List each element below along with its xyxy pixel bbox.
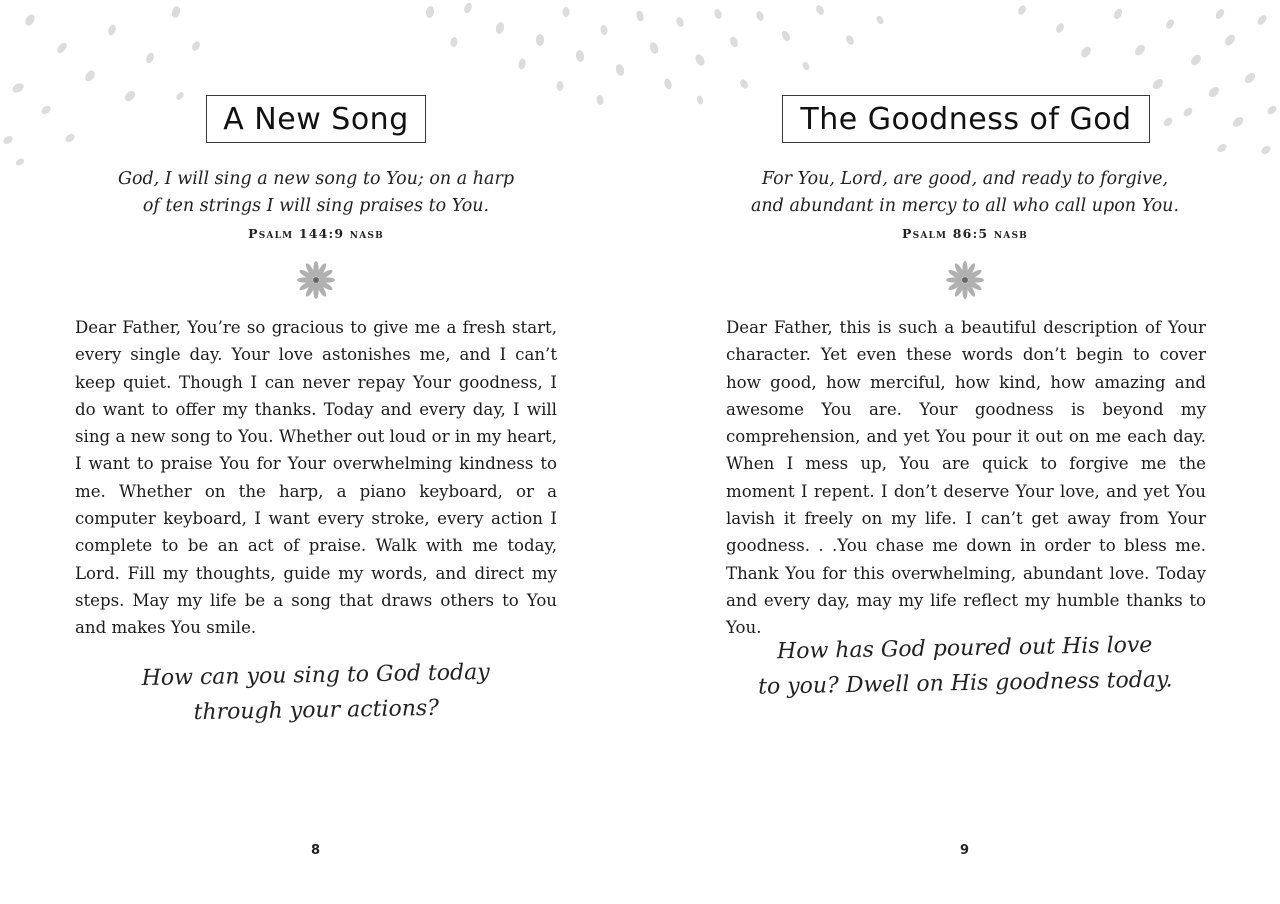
right-page xyxy=(640,0,1280,904)
prompt-text: How has God poured out His love to you? Dwell on His goodness today. xyxy=(757,632,1173,700)
verse-text: God, I will sing a new song to You; on a harp of ten strings I will sing praises to You. xyxy=(117,169,515,216)
reflection-prompt xyxy=(639,625,1280,706)
scripture-reference: Psalm 144:9 nasb xyxy=(248,226,384,241)
verse-text: For You, Lord, are good, and ready to forgive, and abundant in mercy to all who call upon You. xyxy=(750,169,1180,216)
page-title: The Goodness of God xyxy=(782,95,1150,143)
flower-icon xyxy=(296,260,336,300)
page-number: 9 xyxy=(960,843,970,858)
scripture-verse xyxy=(0,166,632,220)
page-number: 8 xyxy=(311,843,321,858)
devotional-body: Dear Father, You’re so gracious to give me a fresh start, every single day. Your love astonishes me, and I can’t keep quiet. Though I can never repay Your goodness, I do want to offer my thanks. Today and every day, I will sing a new song to You. Whether out loud or in my heart, I want to praise You for Your overwhelming kindness to me. Whether on the harp, a piano keyboard, or a computer keyboard, I want every stroke, every action I complete to be an act of praise. Walk with me today, Lord. Fill my thoughts, guide my words, and direct my steps. May my life be a song that draws others to You and makes You smile. xyxy=(75,318,557,638)
scripture-verse xyxy=(640,166,1280,220)
scripture-reference: Psalm 86:5 nasb xyxy=(902,226,1028,241)
flower-icon xyxy=(945,260,985,300)
page-title: A New Song xyxy=(206,95,426,143)
reflection-prompt xyxy=(0,652,633,733)
devotional-body: Dear Father, this is such a beautiful description of Your character. Yet even these words don’t begin to cover how good, how merciful, how kind, how amazing and awesome You are. Your goodness is beyond my comprehension, and yet You pour it out on me each day. When I mess up, You are quick to forgive me the moment I repent. I don’t deserve Your love, and yet You lavish it freely on my life. I can’t get away from Your goodness. . .You chase me down in order to bless me. Thank You for this overwhelming, abundant love. Today and every day, may my life reflect my humble thanks to You. xyxy=(726,318,1206,638)
prompt-text: How can you sing to God today through your actions? xyxy=(141,659,490,726)
